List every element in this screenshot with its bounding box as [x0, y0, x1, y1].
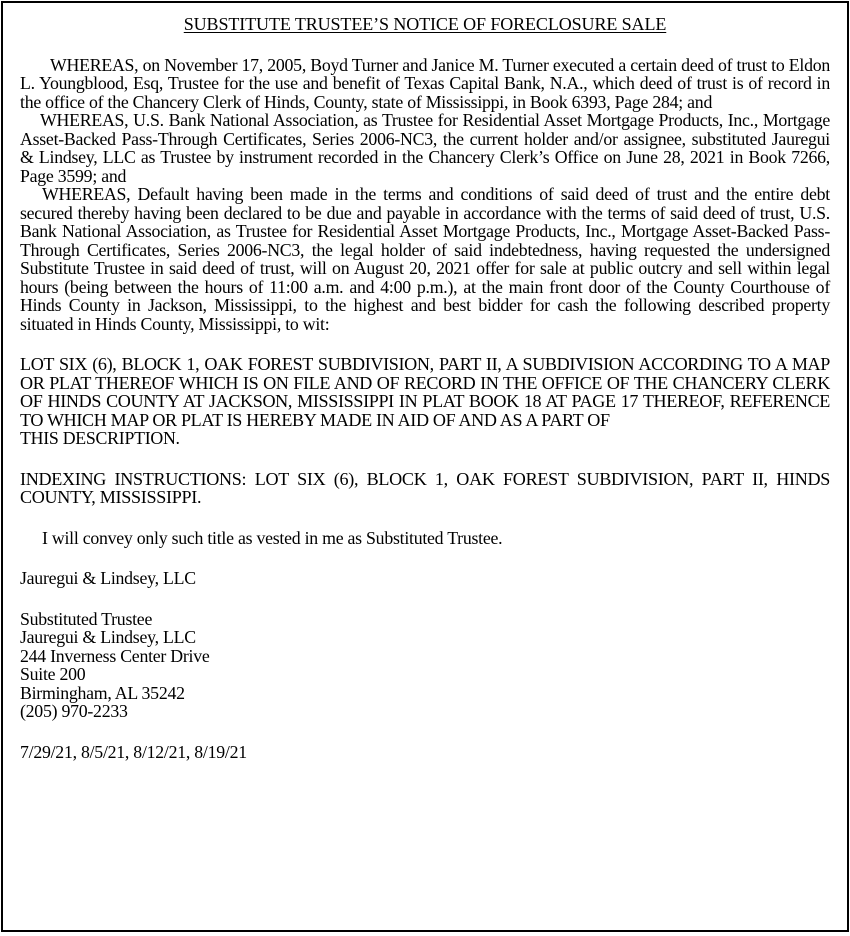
- whereas-paragraph-1: WHEREAS, on November 17, 2005, Boyd Turner and Janice M. Turner executed a certain deed of trust to Eldon L. Youngblood, Esq, Trustee for the use and benefit of Texas Capital Bank, N.A., which deed of trust is of record in the office of the Chancery Clerk of Hinds, County, state of Mississippi, in Book 6393, Page 284; and: [20, 54, 830, 112]
- legal-description: LOT SIX (6), BLOCK 1, OAK FOREST SUBDIVISION, PART II, A SUBDIVISION ACCORDING TO A MAP OR PLAT THEREOF WHICH IS ON FILE AND OF RECORD IN THE OFFICE OF THE CHANCERY CLERK OF HINDS COUNTY AT JACKSON, MISSISSIPPI IN PLAT BOOK 18 AT PAGE 17 THEREOF, REFERENCE TO WHICH MAP OR PLAT IS HEREBY MADE IN AID OF AND AS A PART OF: [20, 354, 830, 430]
- address-line-suite: Suite 200: [20, 664, 86, 684]
- signer-name: Jauregui & Lindsey, LLC: [20, 568, 196, 588]
- whereas-paragraph-3: WHEREAS, Default having been made in the terms and conditions of said deed of trust and the entire debt secured thereby having been declared to be due and payable in accordance with the terms of said deed of trust, U.S. Bank National Association, as Trustee for Residential Asset Mortgage Products, Inc., Mortgage Asset-Backed Pass-Through Certificates, Series 2006-NC3, the legal holder of said indebtedness, having requested the undersigned Substitute Trustee in said deed of trust, will on August 20, 2021 offer for sale at public outcry and sell within legal hours (being between the hours of 11:00 a.m. and 4:00 p.m.), at the main front door of the County Courthouse of Hinds County in Jackson, Mississippi, to the highest and best bidder for cash the following described property situated in Hinds County, Mississippi, to wit:: [20, 184, 830, 334]
- address-line-firm: Jauregui & Lindsey, LLC: [20, 627, 196, 647]
- conveyance-statement: I will convey only such title as vested in me as Substituted Trustee.: [42, 527, 503, 548]
- indexing-instructions: INDEXING INSTRUCTIONS: LOT SIX (6), BLOCK 1, OAK FOREST SUBDIVISION, PART II, HINDS COUNTY, MISSISSIPPI.: [20, 468, 830, 507]
- publication-dates: 7/29/21, 8/5/21, 8/12/21, 8/19/21: [20, 741, 247, 762]
- address-line-city: Birmingham, AL 35242: [20, 682, 185, 703]
- whereas-paragraph-2: WHEREAS, U.S. Bank National Association, as Trustee for Residential Asset Mortgage Products, Inc., Mortgage Asset-Backed Pass-Through Certificates, Series 2006-NC3, the current holder and/or assignee, substituted Jauregui & Lindsey, LLC as Trustee by instrument recorded in the Chancery Clerk’s Office on June 28, 2021 in Book 7266, Page 3599; and: [20, 110, 830, 186]
- address-line-phone: (205) 970-2233: [20, 701, 128, 721]
- legal-description-tail: THIS DESCRIPTION.: [20, 428, 180, 448]
- foreclosure-notice: [1, 1, 849, 932]
- address-line-street: 244 Inverness Center Drive: [20, 645, 210, 666]
- notice-title: SUBSTITUTE TRUSTEE’S NOTICE OF FORECLOSURE SALE: [183, 14, 667, 34]
- trustee-address-block: [20, 610, 830, 721]
- address-line-role: Substituted Trustee: [20, 608, 153, 629]
